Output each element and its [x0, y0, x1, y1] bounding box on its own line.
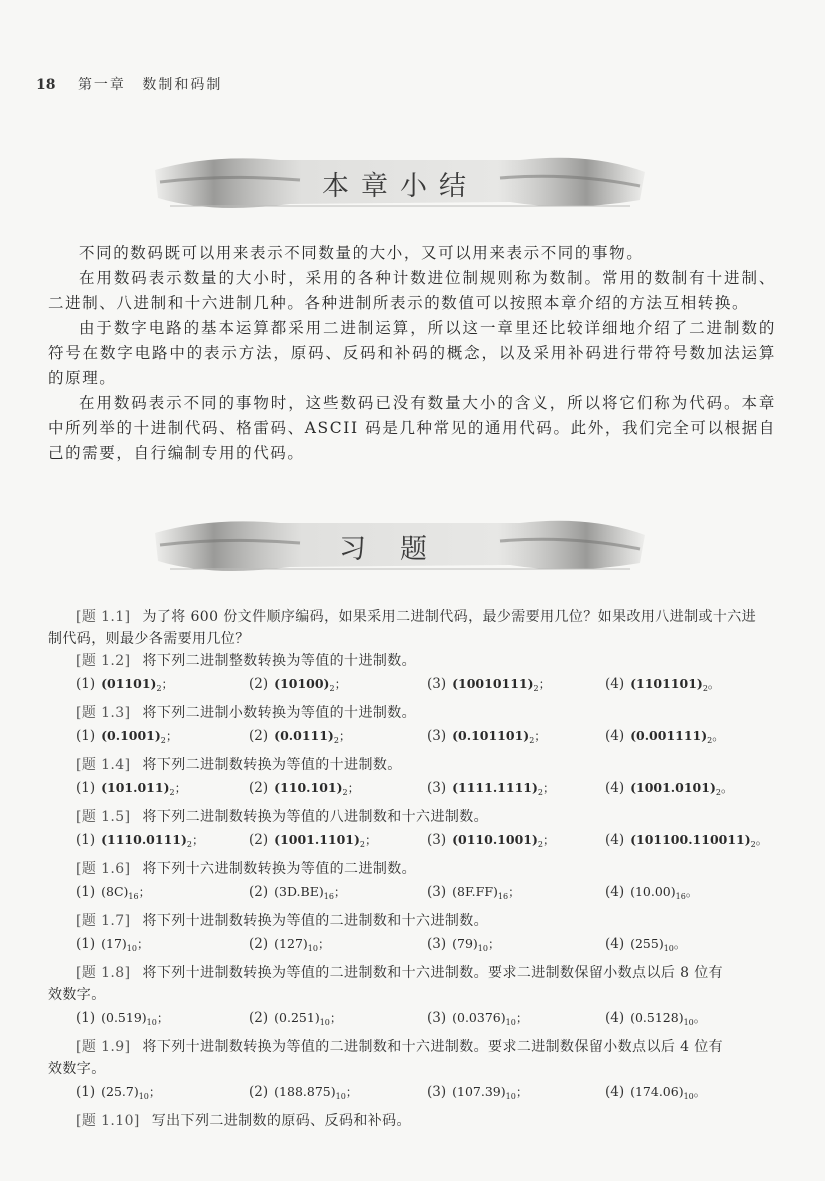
item-end-punctuation: ；: [161, 677, 174, 691]
item-end-punctuation: ；: [156, 1011, 169, 1025]
item-base: 10: [335, 1092, 346, 1101]
summary-heading: 本章小结: [322, 171, 478, 202]
chapter-title: 数制和码制: [142, 77, 223, 93]
exercise-items: [48, 724, 778, 753]
item-base: 2: [533, 684, 539, 693]
item-end-punctuation: 。: [693, 1011, 706, 1025]
exercises-banner: [150, 505, 650, 585]
item-base: 2: [707, 736, 713, 745]
item-value: (0.101101): [452, 728, 530, 743]
item-value: (1101101): [630, 676, 703, 691]
item-value: (0.519): [101, 1010, 147, 1025]
item-value: (101.011): [101, 780, 170, 795]
exercise-1-7: [48, 910, 778, 932]
item-base: 10: [319, 1018, 330, 1027]
item-base: 2: [750, 840, 756, 849]
item-end-punctuation: 。: [755, 833, 768, 847]
exercise-item: [427, 1006, 605, 1035]
exercise-text: 将下列十进制数转换为等值的二进制数和十六进制数。要求二进制数保留小数点以后 8 位有: [142, 965, 724, 981]
exercise-text: 将下列十六进制数转换为等值的二进制数。: [142, 861, 417, 877]
item-base: 2: [702, 684, 708, 693]
item-number: (1): [76, 1084, 96, 1100]
item-value: (0.0111): [274, 728, 334, 743]
exercise-label: [题 1.4]: [76, 757, 131, 773]
item-number: (3): [427, 728, 447, 744]
exercise-text: 将下列二进制数转换为等值的十进制数。: [142, 757, 402, 773]
exercise-items: [48, 672, 778, 701]
item-value: (8C): [101, 884, 129, 899]
summary-banner: [150, 142, 650, 222]
item-number: (3): [427, 936, 447, 952]
exercise-1-10: [48, 1110, 778, 1132]
item-number: (3): [427, 1010, 447, 1026]
exercise-1-8: [48, 962, 778, 984]
summary-paragraph: 由于数字电路的基本运算都采用二进制运算，所以这一章里还比较详细地介绍了二进制数的符号在数字电路中的表示方法，原码、反码和补码的概念，以及采用补码进行带符号数加法运算的原理。: [48, 319, 776, 387]
item-number: (3): [427, 1084, 447, 1100]
item-value: (25.7): [101, 1084, 139, 1099]
item-value: (8F.FF): [452, 884, 498, 899]
exercise-item: [427, 828, 605, 857]
item-end-punctuation: ；: [542, 833, 555, 847]
item-number: (1): [76, 728, 96, 744]
item-number: (2): [249, 832, 269, 848]
exercise-item: [76, 880, 249, 909]
item-end-punctuation: ；: [542, 781, 555, 795]
item-number: (3): [427, 676, 447, 692]
exercise-1-2: [48, 650, 778, 672]
exercise-item: [605, 880, 778, 909]
exercise-items: [48, 828, 778, 857]
item-base: 2: [537, 788, 543, 797]
item-end-punctuation: ；: [165, 729, 178, 743]
exercise-text-continued: 效数字。: [48, 987, 106, 1003]
exercise-item: [76, 1080, 249, 1109]
exercise-text-continued: 效数字。: [48, 1061, 106, 1077]
summary-paragraph: 在用数码表示不同的事物时，这些数码已没有数量大小的含义，所以将它们称为代码。本章中所列举的十进制代码、格雷码、ASCII 码是几种常见的通用代码。此外，我们完全可以根据自己的需要，自行编制专用的代码。: [48, 394, 776, 462]
item-base: 10: [146, 1018, 157, 1027]
exercise-item: [427, 880, 605, 909]
running-head: [36, 74, 222, 94]
item-number: (4): [604, 832, 625, 848]
exercise-items: [48, 880, 778, 909]
item-base: 2: [186, 840, 192, 849]
item-base: 16: [675, 892, 686, 901]
exercise-item: [249, 1080, 427, 1109]
item-end-punctuation: 。: [685, 885, 698, 899]
item-end-punctuation: ；: [515, 1011, 528, 1025]
exercise-item: [427, 1080, 605, 1109]
item-base: 16: [497, 892, 509, 901]
item-value: (174.06): [630, 1084, 684, 1099]
exercise-label: [题 1.6]: [76, 861, 131, 877]
item-number: (2): [249, 936, 269, 952]
exercise-label: [题 1.8]: [76, 965, 131, 981]
exercise-item: [427, 724, 605, 753]
item-value: (110.101): [274, 780, 343, 795]
exercise-item: [76, 932, 249, 961]
item-value: (1110.0111): [101, 832, 187, 847]
exercise-item: [249, 724, 427, 753]
item-value: (1111.1111): [452, 780, 538, 795]
item-end-punctuation: 。: [712, 729, 725, 743]
item-number: (3): [427, 780, 447, 796]
exercise-item: [605, 776, 778, 805]
exercise-items: [48, 1080, 778, 1109]
exercise-item: [76, 724, 249, 753]
exercise-items: [48, 776, 778, 805]
item-base: 2: [169, 788, 175, 797]
item-end-punctuation: ；: [365, 833, 378, 847]
item-end-punctuation: ；: [191, 833, 204, 847]
exercise-item: [605, 1080, 778, 1109]
item-number: (4): [604, 884, 625, 900]
item-value: (107.39): [452, 1084, 506, 1099]
chapter-label: 第一章: [77, 77, 126, 93]
exercise-item: [605, 828, 778, 857]
item-value: (79): [452, 936, 478, 951]
item-number: (3): [427, 832, 447, 848]
item-number: (4): [604, 728, 625, 744]
item-base: 10: [683, 1092, 694, 1101]
item-end-punctuation: ；: [538, 677, 551, 691]
item-end-punctuation: ；: [347, 781, 360, 795]
item-base: 2: [537, 840, 543, 849]
item-end-punctuation: ；: [174, 781, 187, 795]
item-number: (3): [427, 884, 447, 900]
item-base: 10: [505, 1018, 516, 1027]
item-number: (2): [249, 1084, 269, 1100]
exercise-label: [题 1.10]: [76, 1113, 140, 1129]
exercise-1-1: [48, 606, 778, 628]
item-value: (0110.1001): [452, 832, 538, 847]
item-value: (1001.0101): [630, 780, 716, 795]
item-number: (1): [76, 780, 96, 796]
exercise-label: [题 1.7]: [76, 913, 131, 929]
item-base: 10: [138, 1092, 149, 1101]
exercise-item: [605, 932, 778, 961]
exercise-item: [249, 1006, 427, 1035]
item-base: 2: [329, 684, 335, 693]
item-end-punctuation: ；: [534, 729, 547, 743]
exercise-item: [605, 672, 778, 701]
item-number: (1): [76, 676, 96, 692]
exercise-item: [249, 880, 427, 909]
item-value: (3D.BE): [274, 884, 324, 899]
exercise-label: [题 1.3]: [76, 705, 131, 721]
item-base: 16: [323, 892, 334, 901]
item-end-punctuation: 。: [707, 677, 720, 691]
item-end-punctuation: 。: [673, 937, 686, 951]
item-value: (0.001111): [630, 728, 708, 743]
exercise-text: 将下列十进制数转换为等值的二进制数和十六进制数。: [142, 913, 489, 929]
item-base: 2: [156, 684, 162, 693]
item-value: (01101): [101, 676, 157, 691]
exercise-label: [题 1.9]: [76, 1039, 131, 1055]
item-number: (4): [604, 936, 625, 952]
item-number: (1): [76, 832, 96, 848]
item-value: (101100.110011): [630, 832, 751, 847]
exercise-items: [48, 1006, 778, 1035]
exercise-label: [题 1.2]: [76, 653, 131, 669]
exercise-item: [605, 1006, 778, 1035]
item-number: (4): [604, 676, 625, 692]
item-base: 2: [359, 840, 366, 849]
exercise-1-4: [48, 754, 778, 776]
summary-section: [48, 241, 776, 466]
item-number: (2): [249, 1010, 269, 1026]
item-end-punctuation: ；: [138, 885, 151, 899]
exercise-text: 将下列二进制小数转换为等值的十进制数。: [142, 705, 417, 721]
item-base: 10: [307, 944, 318, 953]
exercises-heading: 习题: [339, 534, 461, 565]
exercise-text: 将下列十进制数转换为等值的二进制数和十六进制数。要求二进制数保留小数点以后 4 位有: [142, 1039, 724, 1055]
item-number: (4): [604, 780, 625, 796]
item-value: (0.1001): [101, 728, 161, 743]
item-value: (0.0376): [452, 1010, 506, 1025]
item-value: (127): [274, 936, 308, 951]
item-value: (188.875): [274, 1084, 336, 1099]
item-base: 10: [126, 944, 137, 953]
exercise-item: [427, 932, 605, 961]
item-number: (2): [249, 728, 269, 744]
exercise-text: 将下列二进制数转换为等值的八进制数和十六进制数。: [142, 809, 489, 825]
item-end-punctuation: ；: [345, 1085, 358, 1099]
exercise-text: 为了将 600 份文件顺序编码，如果采用二进制代码，最少需要用几位？如果改用八进制或十六进: [142, 609, 757, 625]
exercise-text: 写出下列二进制数的原码、反码和补码。: [151, 1113, 411, 1129]
item-number: (2): [249, 780, 269, 796]
item-end-punctuation: ；: [317, 937, 330, 951]
exercise-item: [427, 672, 605, 701]
exercise-item: [249, 828, 427, 857]
item-value: (0.251): [274, 1010, 320, 1025]
item-end-punctuation: 。: [693, 1085, 706, 1099]
item-end-punctuation: 。: [720, 781, 733, 795]
item-base: 2: [715, 788, 721, 797]
item-number: (1): [76, 1010, 96, 1026]
item-end-punctuation: ；: [148, 1085, 161, 1099]
item-number: (2): [249, 676, 269, 692]
item-end-punctuation: ；: [136, 937, 149, 951]
item-number: (4): [604, 1010, 625, 1026]
item-end-punctuation: ；: [487, 937, 500, 951]
item-end-punctuation: ；: [329, 1011, 342, 1025]
item-end-punctuation: ；: [338, 729, 351, 743]
item-base: 10: [683, 1018, 694, 1027]
exercise-item: [76, 828, 249, 857]
exercise-label: [题 1.5]: [76, 809, 131, 825]
item-value: (10100): [274, 676, 330, 691]
item-value: (10010111): [452, 676, 534, 691]
item-base: 10: [477, 944, 488, 953]
exercise-items: [48, 932, 778, 961]
item-base: 2: [342, 788, 348, 797]
exercise-item: [249, 672, 427, 701]
item-value: (1001.1101): [274, 832, 360, 847]
item-base: 10: [663, 944, 674, 953]
exercise-1-6: [48, 858, 778, 880]
exercise-item: [76, 776, 249, 805]
summary-paragraph: 在用数码表示数量的大小时，采用的各种计数进位制规则称为数制。常用的数制有十进制、二进制、八进制和十六进制几种。各种进制所表示的数值可以按照本章介绍的方法互相转换。: [48, 269, 776, 312]
exercise-text-continued: 制代码，则最少各需要用几位？: [48, 631, 250, 647]
exercises-section: [48, 606, 778, 1132]
item-end-punctuation: ；: [515, 1085, 528, 1099]
exercise-1-3: [48, 702, 778, 724]
item-base: 2: [333, 736, 339, 745]
item-base: 16: [128, 892, 139, 901]
exercise-item: [249, 932, 427, 961]
exercise-item: [605, 724, 778, 753]
item-base: 2: [529, 736, 535, 745]
item-value: (255): [630, 936, 664, 951]
item-number: (4): [604, 1084, 625, 1100]
exercise-item: [76, 1006, 249, 1035]
exercise-label: [题 1.1]: [76, 609, 131, 625]
item-end-punctuation: ；: [508, 885, 521, 899]
item-base: 10: [505, 1092, 516, 1101]
item-end-punctuation: ；: [333, 885, 346, 899]
item-end-punctuation: ；: [334, 677, 347, 691]
summary-paragraph: 不同的数码既可以用来表示不同数量的大小，又可以用来表示不同的事物。: [79, 244, 644, 262]
item-base: 2: [160, 736, 166, 745]
exercise-item: [249, 776, 427, 805]
exercise-item: [76, 672, 249, 701]
exercise-text: 将下列二进制整数转换为等值的十进制数。: [142, 653, 417, 669]
page-number: 18: [36, 77, 56, 93]
item-number: (1): [76, 936, 96, 952]
item-value: (17): [101, 936, 127, 951]
exercise-item: [427, 776, 605, 805]
item-number: (1): [76, 884, 96, 900]
item-value: (0.5128): [630, 1010, 684, 1025]
exercise-1-9: [48, 1036, 778, 1058]
exercise-1-5: [48, 806, 778, 828]
item-number: (2): [249, 884, 269, 900]
item-value: (10.00): [630, 884, 676, 899]
